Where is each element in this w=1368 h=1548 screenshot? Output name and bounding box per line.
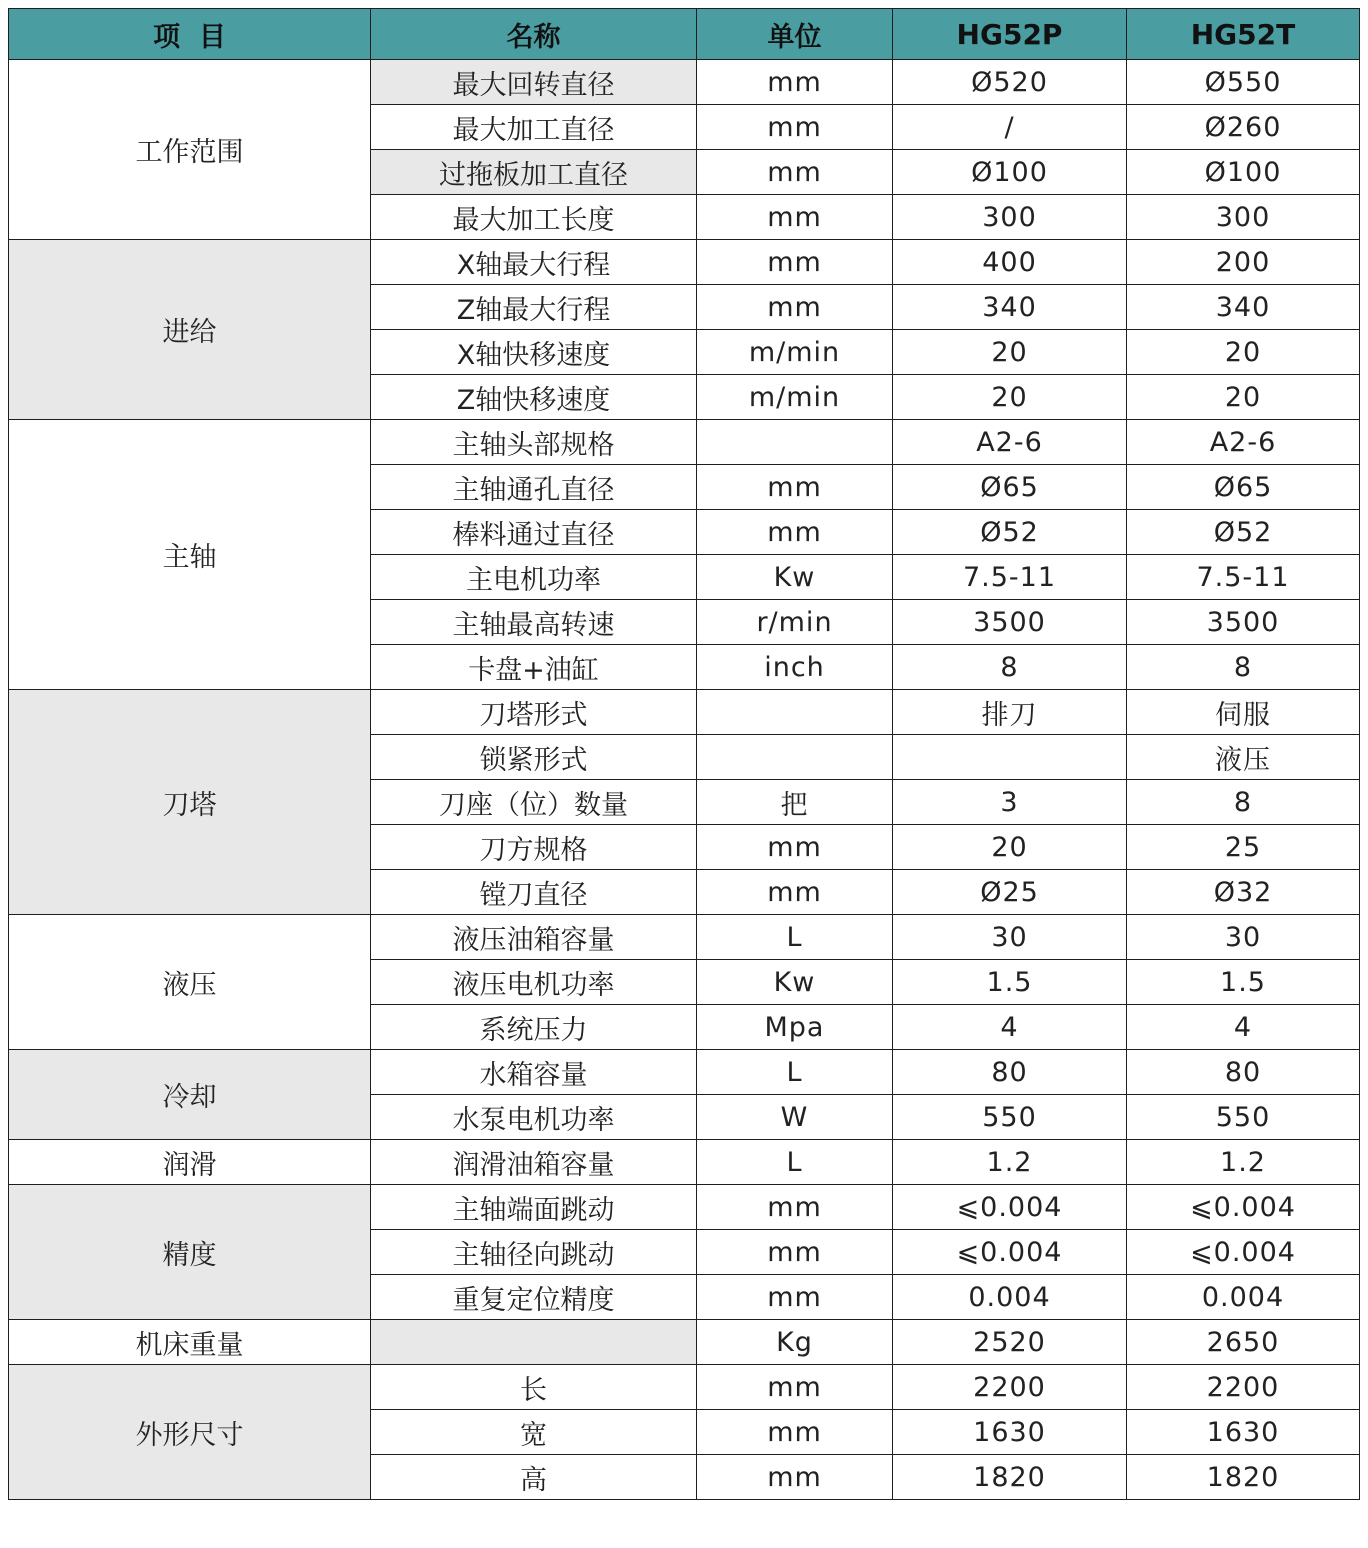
spec-value-hg52p: 排刀 [893,690,1127,735]
table-row [9,420,1360,465]
table-body [9,60,1360,1500]
table-row [9,60,1360,105]
spec-unit-cell: inch [697,645,893,690]
spec-value-hg52t: 1.2 [1127,1140,1360,1185]
spec-value-hg52t: Ø65 [1127,465,1360,510]
table-header [9,9,1360,60]
spec-value-hg52p: 300 [893,195,1127,240]
spec-unit-cell: mm [697,105,893,150]
spec-table [8,8,1360,1500]
spec-name-cell: X轴最大行程 [371,240,697,285]
spec-unit-cell: mm [697,510,893,555]
spec-name-cell: 卡盘+油缸 [371,645,697,690]
spec-value-hg52t: ⩽0.004 [1127,1230,1360,1275]
header-unit: 单位 [697,9,893,60]
spec-unit-cell: Kg [697,1320,893,1365]
spec-value-hg52p: 340 [893,285,1127,330]
spec-value-hg52t: 8 [1127,645,1360,690]
spec-value-hg52t: 80 [1127,1050,1360,1095]
spec-name-cell: 最大加工长度 [371,195,697,240]
spec-value-hg52p: 20 [893,330,1127,375]
spec-value-hg52p [893,735,1127,780]
spec-unit-cell: mm [697,1185,893,1230]
spec-name-cell: 镗刀直径 [371,870,697,915]
spec-unit-cell: mm [697,465,893,510]
header-model-hg52p: HG52P [893,9,1127,60]
spec-name-cell: 刀塔形式 [371,690,697,735]
spec-value-hg52t: Ø52 [1127,510,1360,555]
spec-unit-cell: mm [697,1365,893,1410]
spec-value-hg52t: 2650 [1127,1320,1360,1365]
spec-name-cell: 重复定位精度 [371,1275,697,1320]
spec-name-cell: 锁紧形式 [371,735,697,780]
spec-unit-cell: mm [697,60,893,105]
spec-unit-cell: r/min [697,600,893,645]
spec-unit-cell [697,420,893,465]
category-cell: 冷却 [9,1050,371,1140]
spec-unit-cell: L [697,915,893,960]
spec-value-hg52t: ⩽0.004 [1127,1185,1360,1230]
spec-value-hg52p: 8 [893,645,1127,690]
spec-value-hg52p: ⩽0.004 [893,1185,1127,1230]
table-row [9,1140,1360,1185]
spec-unit-cell: mm [697,150,893,195]
spec-value-hg52t: 1.5 [1127,960,1360,1005]
spec-value-hg52p: A2-6 [893,420,1127,465]
spec-name-cell: 宽 [371,1410,697,1455]
category-cell: 液压 [9,915,371,1050]
spec-name-cell: 水泵电机功率 [371,1095,697,1140]
spec-value-hg52p: 0.004 [893,1275,1127,1320]
spec-unit-cell: mm [697,825,893,870]
spec-value-hg52t: 伺服 [1127,690,1360,735]
spec-value-hg52p: 20 [893,825,1127,870]
category-cell: 机床重量 [9,1320,371,1365]
spec-value-hg52p: 550 [893,1095,1127,1140]
spec-name-cell: 主轴通孔直径 [371,465,697,510]
spec-name-cell: 主轴头部规格 [371,420,697,465]
spec-unit-cell: mm [697,1410,893,1455]
spec-name-cell: 液压油箱容量 [371,915,697,960]
spec-name-cell: 系统压力 [371,1005,697,1050]
spec-value-hg52t: A2-6 [1127,420,1360,465]
spec-value-hg52t: Ø550 [1127,60,1360,105]
spec-name-cell: 润滑油箱容量 [371,1140,697,1185]
spec-unit-cell: mm [697,240,893,285]
spec-value-hg52t: 550 [1127,1095,1360,1140]
spec-name-cell: Z轴最大行程 [371,285,697,330]
spec-name-cell: 主轴端面跳动 [371,1185,697,1230]
spec-value-hg52p: 30 [893,915,1127,960]
spec-value-hg52p: Ø520 [893,60,1127,105]
spec-value-hg52p: Ø100 [893,150,1127,195]
spec-name-cell: 刀方规格 [371,825,697,870]
spec-unit-cell: mm [697,1275,893,1320]
spec-name-cell: 棒料通过直径 [371,510,697,555]
spec-unit-cell [697,690,893,735]
spec-unit-cell: Mpa [697,1005,893,1050]
spec-unit-cell: m/min [697,330,893,375]
spec-value-hg52p: 2520 [893,1320,1127,1365]
category-cell: 润滑 [9,1140,371,1185]
spec-name-cell: 水箱容量 [371,1050,697,1095]
category-cell: 进给 [9,240,371,420]
spec-name-cell: 主电机功率 [371,555,697,600]
table-row [9,1185,1360,1230]
table-row [9,1365,1360,1410]
category-cell: 外形尺寸 [9,1365,371,1500]
spec-value-hg52t: 2200 [1127,1365,1360,1410]
spec-unit-cell: mm [697,285,893,330]
table-row [9,1050,1360,1095]
category-cell: 工作范围 [9,60,371,240]
spec-name-cell: 主轴径向跳动 [371,1230,697,1275]
spec-value-hg52p: Ø25 [893,870,1127,915]
spec-value-hg52t: 7.5-11 [1127,555,1360,600]
spec-value-hg52t: Ø32 [1127,870,1360,915]
spec-name-cell: 主轴最高转速 [371,600,697,645]
spec-name-cell: 刀座（位）数量 [371,780,697,825]
header-name: 名称 [371,9,697,60]
spec-value-hg52t: 1630 [1127,1410,1360,1455]
spec-name-cell: 液压电机功率 [371,960,697,1005]
spec-value-hg52p: 400 [893,240,1127,285]
spec-value-hg52p: 2200 [893,1365,1127,1410]
spec-value-hg52t: 340 [1127,285,1360,330]
spec-value-hg52t: 20 [1127,375,1360,420]
spec-value-hg52t: 20 [1127,330,1360,375]
spec-value-hg52t: 300 [1127,195,1360,240]
spec-name-cell: X轴快移速度 [371,330,697,375]
spec-name-cell: 最大加工直径 [371,105,697,150]
spec-name-cell: 过拖板加工直径 [371,150,697,195]
spec-unit-cell [697,735,893,780]
spec-unit-cell: mm [697,1230,893,1275]
spec-value-hg52t: Ø260 [1127,105,1360,150]
spec-value-hg52t: Ø100 [1127,150,1360,195]
spec-name-cell: 高 [371,1455,697,1500]
table-row [9,1320,1360,1365]
spec-value-hg52p: 80 [893,1050,1127,1095]
spec-name-cell: 长 [371,1365,697,1410]
spec-value-hg52t: 0.004 [1127,1275,1360,1320]
spec-value-hg52p: Ø65 [893,465,1127,510]
category-cell: 精度 [9,1185,371,1320]
table-row [9,690,1360,735]
spec-unit-cell: Kw [697,960,893,1005]
spec-name-cell: 最大回转直径 [371,60,697,105]
spec-unit-cell: L [697,1050,893,1095]
spec-unit-cell: Kw [697,555,893,600]
spec-value-hg52t: 30 [1127,915,1360,960]
spec-value-hg52t: 1820 [1127,1455,1360,1500]
spec-value-hg52p: 1.2 [893,1140,1127,1185]
spec-value-hg52p: 7.5-11 [893,555,1127,600]
spec-unit-cell: L [697,1140,893,1185]
table-row [9,915,1360,960]
spec-unit-cell: W [697,1095,893,1140]
spec-value-hg52t: 8 [1127,780,1360,825]
spec-value-hg52p: / [893,105,1127,150]
header-model-hg52t: HG52T [1127,9,1360,60]
spec-value-hg52p: 1630 [893,1410,1127,1455]
spec-name-cell [371,1320,697,1365]
spec-value-hg52p: 1.5 [893,960,1127,1005]
spec-unit-cell: mm [697,870,893,915]
spec-unit-cell: mm [697,195,893,240]
spec-value-hg52t: 液压 [1127,735,1360,780]
category-cell: 刀塔 [9,690,371,915]
spec-value-hg52t: 200 [1127,240,1360,285]
spec-value-hg52p: 4 [893,1005,1127,1050]
table-row [9,240,1360,285]
spec-value-hg52p: 3 [893,780,1127,825]
category-cell: 主轴 [9,420,371,690]
spec-unit-cell: m/min [697,375,893,420]
spec-unit-cell: 把 [697,780,893,825]
spec-value-hg52p: ⩽0.004 [893,1230,1127,1275]
spec-name-cell: Z轴快移速度 [371,375,697,420]
spec-value-hg52p: 3500 [893,600,1127,645]
spec-value-hg52t: 3500 [1127,600,1360,645]
header-row [9,9,1360,60]
spec-value-hg52t: 25 [1127,825,1360,870]
spec-unit-cell: mm [697,1455,893,1500]
spec-value-hg52p: Ø52 [893,510,1127,555]
spec-value-hg52p: 1820 [893,1455,1127,1500]
spec-value-hg52t: 4 [1127,1005,1360,1050]
header-item: 项 目 [9,9,371,60]
spec-value-hg52p: 20 [893,375,1127,420]
